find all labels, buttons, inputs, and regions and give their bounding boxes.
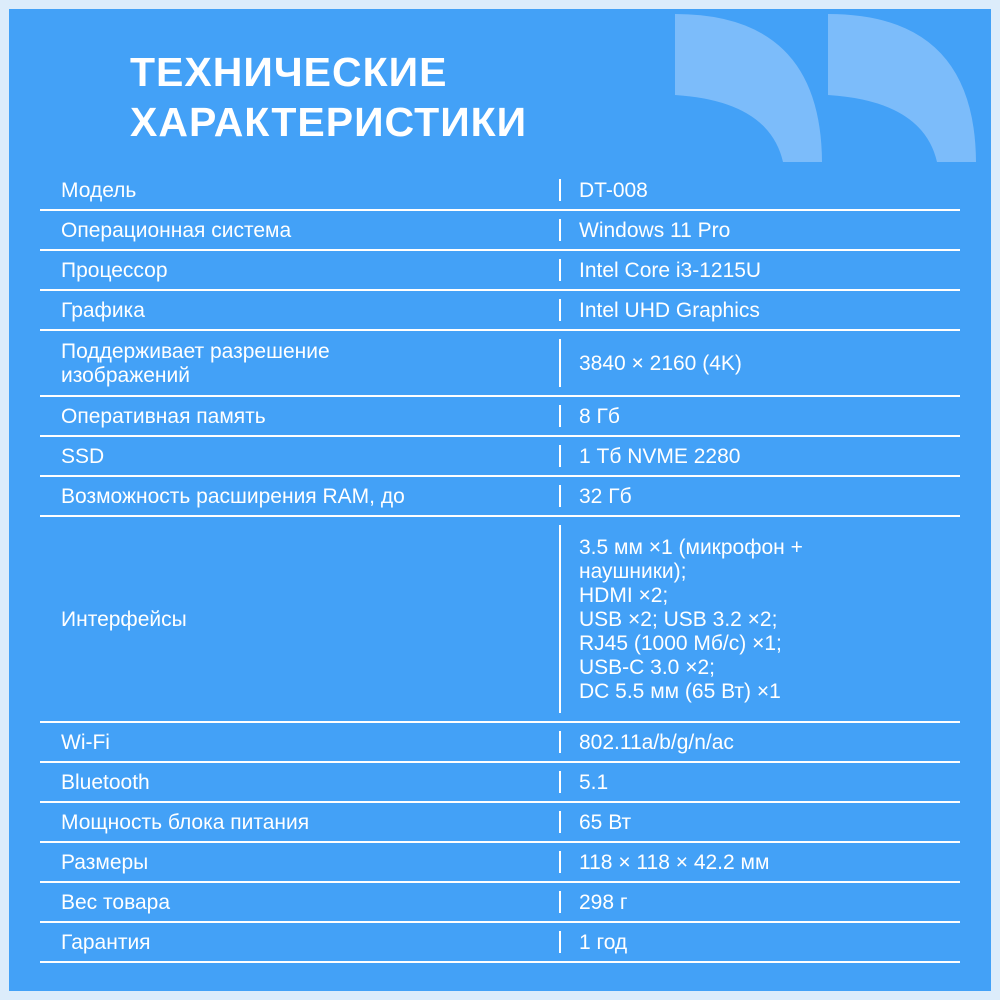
spec-value-line: DC 5.5 мм (65 Вт) ×1 [579, 680, 781, 703]
spec-row [40, 843, 960, 883]
page-title [130, 47, 527, 147]
spec-label: SSD [61, 445, 105, 468]
spec-row [40, 437, 960, 477]
spec-label: Bluetooth [61, 771, 150, 794]
spec-value-line: USB-C 3.0 ×2; [579, 656, 715, 679]
column-divider [559, 525, 561, 713]
spec-row [40, 723, 960, 763]
spec-value-line: 5.1 [579, 771, 609, 794]
spec-row [40, 763, 960, 803]
spec-sheet [9, 9, 991, 991]
spec-value [571, 851, 960, 875]
spec-value [571, 352, 960, 376]
column-divider [559, 731, 561, 753]
spec-label: Процессор [61, 259, 168, 282]
spec-row [40, 397, 960, 437]
spec-value [571, 405, 960, 429]
column-divider [559, 891, 561, 913]
spec-value [571, 445, 960, 469]
spec-value-line: USB ×2; USB 3.2 ×2; [579, 608, 778, 631]
spec-value-line: 8 Гб [579, 405, 620, 428]
spec-label: Возможность расширения RAM, до [61, 485, 405, 508]
spec-value [571, 771, 960, 795]
spec-label: Вес товара [61, 891, 171, 914]
spec-value [571, 299, 960, 323]
spec-row [40, 477, 960, 517]
spec-row [40, 251, 960, 291]
spec-value-line: RJ45 (1000 Мб/с) ×1; [579, 632, 782, 655]
column-divider [559, 811, 561, 833]
column-divider [559, 299, 561, 321]
title-line: ТЕХНИЧЕСКИЕ [130, 49, 448, 95]
column-divider [559, 339, 561, 387]
column-divider [559, 219, 561, 241]
spec-label: Wi-Fi [61, 731, 110, 754]
spec-table [40, 171, 960, 963]
quote-mark-left [675, 14, 822, 162]
spec-value-line: Intel UHD Graphics [579, 299, 760, 322]
spec-label: Операционная система [61, 219, 292, 242]
spec-value [571, 179, 960, 203]
spec-value [571, 731, 960, 755]
spec-row [40, 517, 960, 723]
spec-label: Гарантия [61, 931, 151, 954]
column-divider [559, 179, 561, 201]
spec-value-line: 1 Тб NVME 2280 [579, 445, 741, 468]
spec-value [571, 485, 960, 509]
spec-value-line: 65 Вт [579, 811, 632, 834]
spec-value [571, 811, 960, 835]
column-divider [559, 931, 561, 953]
spec-value-line: наушники); [579, 560, 687, 583]
spec-value-line: 32 Гб [579, 485, 632, 508]
column-divider [559, 771, 561, 793]
spec-value [571, 891, 960, 915]
spec-value-line: DT-008 [579, 179, 648, 202]
spec-row [40, 803, 960, 843]
spec-row [40, 291, 960, 331]
spec-value-line: 3.5 мм ×1 (микрофон + [579, 536, 803, 559]
spec-value [571, 536, 960, 704]
spec-label: Поддерживает разрешение изображений [61, 340, 330, 387]
spec-row [40, 211, 960, 251]
column-divider [559, 485, 561, 507]
spec-value [571, 931, 960, 955]
spec-value-line: 1 год [579, 931, 628, 954]
title-line: ХАРАКТЕРИСТИКИ [130, 99, 528, 145]
spec-value-line: 3840 × 2160 (4K) [579, 352, 742, 375]
spec-value-line: 802.11a/b/g/n/ac [579, 731, 734, 754]
spec-row [40, 923, 960, 963]
spec-label: Размеры [61, 851, 149, 874]
spec-row [40, 331, 960, 397]
spec-value-line: Intel Core i3-1215U [579, 259, 762, 282]
spec-label: Интерфейсы [61, 608, 187, 631]
spec-label: Модель [61, 179, 137, 202]
spec-value-line: 118 × 118 × 42.2 мм [579, 851, 770, 874]
spec-value-line: Windows 11 Pro [579, 219, 731, 242]
column-divider [559, 405, 561, 427]
spec-value [571, 219, 960, 243]
spec-label: Графика [61, 299, 145, 322]
quote-mark-right [828, 14, 976, 162]
spec-label: Мощность блока питания [61, 811, 310, 834]
spec-row [40, 171, 960, 211]
spec-value-line: HDMI ×2; [579, 584, 669, 607]
spec-value-line: 298 г [579, 891, 628, 914]
spec-label: Оперативная память [61, 405, 266, 428]
column-divider [559, 851, 561, 873]
column-divider [559, 259, 561, 281]
spec-value [571, 259, 960, 283]
column-divider [559, 445, 561, 467]
spec-row [40, 883, 960, 923]
